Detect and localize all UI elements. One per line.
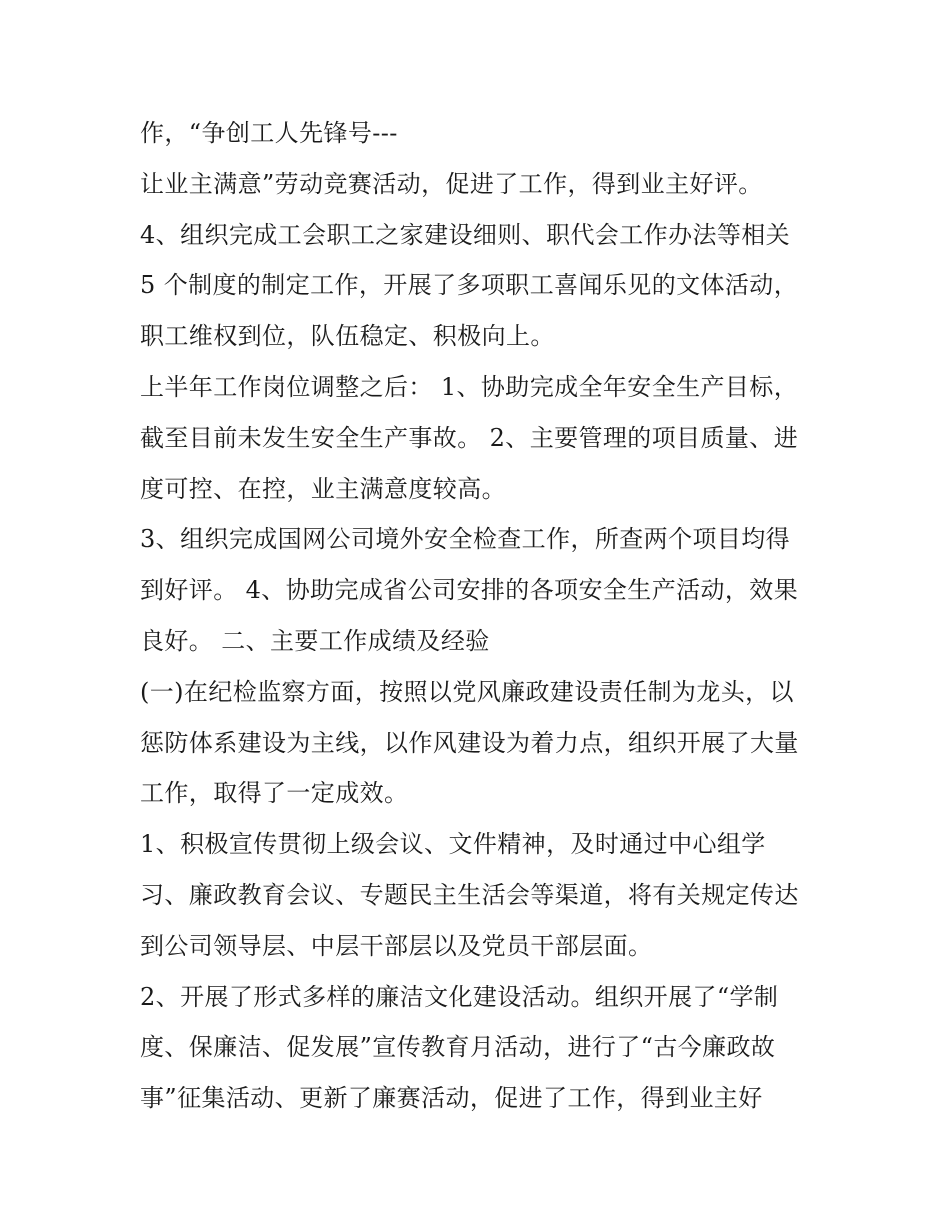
text-line: (一)在纪检监察方面，按照以党风廉政建设责任制为龙头，以	[140, 677, 794, 706]
text-line: 1、积极宣传贯彻上级会议、文件精神，及时通过中心组学	[140, 830, 766, 859]
text-line: 职工维权到位，队伍稳定、积极向上。	[140, 322, 555, 351]
text-line: 惩防体系建设为主线，以作风建设为着力点，组织开展了大量	[140, 728, 799, 757]
text-line: 让业主满意”劳动竞赛活动，促进了工作，得到业主好评。	[140, 169, 763, 198]
text-line: 到公司领导层、中层干部层以及党员干部层面。	[140, 931, 653, 960]
text-line: 4、组织完成工会职工之家建设细则、职代会工作办法等相关	[140, 220, 791, 249]
text-line: 事”征集活动、更新了廉赛活动，促进了工作，得到业主好	[140, 1084, 763, 1113]
text-line: 作，“争创工人先锋号---	[140, 119, 398, 147]
text-line: 良好。 二、主要工作成绩及经验	[140, 626, 490, 655]
text-line: 5 个制度的制定工作，开展了多项职工喜闻乐见的文体活动，	[140, 271, 799, 300]
text-line: 度、保廉洁、促发展”宣传教育月活动，进行了“古今廉政故	[140, 1033, 776, 1062]
text-line: 3、组织完成国网公司境外安全检查工作，所查两个项目均得	[140, 525, 791, 554]
text-line: 到好评。 4、协助完成省公司安排的各项安全生产活动，效果	[140, 576, 799, 605]
text-line: 2、开展了形式多样的廉洁文化建设活动。组织开展了“学制	[140, 982, 779, 1011]
text-line: 截至目前未发生安全生产事故。 2、主要管理的项目质量、进	[140, 423, 799, 452]
text-line: 上半年工作岗位调整之后： 1、协助完成全年安全生产目标，	[140, 372, 799, 401]
text-line: 工作，取得了一定成效。	[140, 779, 409, 808]
text-line: 度可控、在控，业主满意度较高。	[140, 474, 506, 503]
text-line: 习、廉政教育会议、专题民主生活会等渠道，将有关规定传达	[140, 880, 799, 909]
document-body	[140, 108, 830, 1124]
